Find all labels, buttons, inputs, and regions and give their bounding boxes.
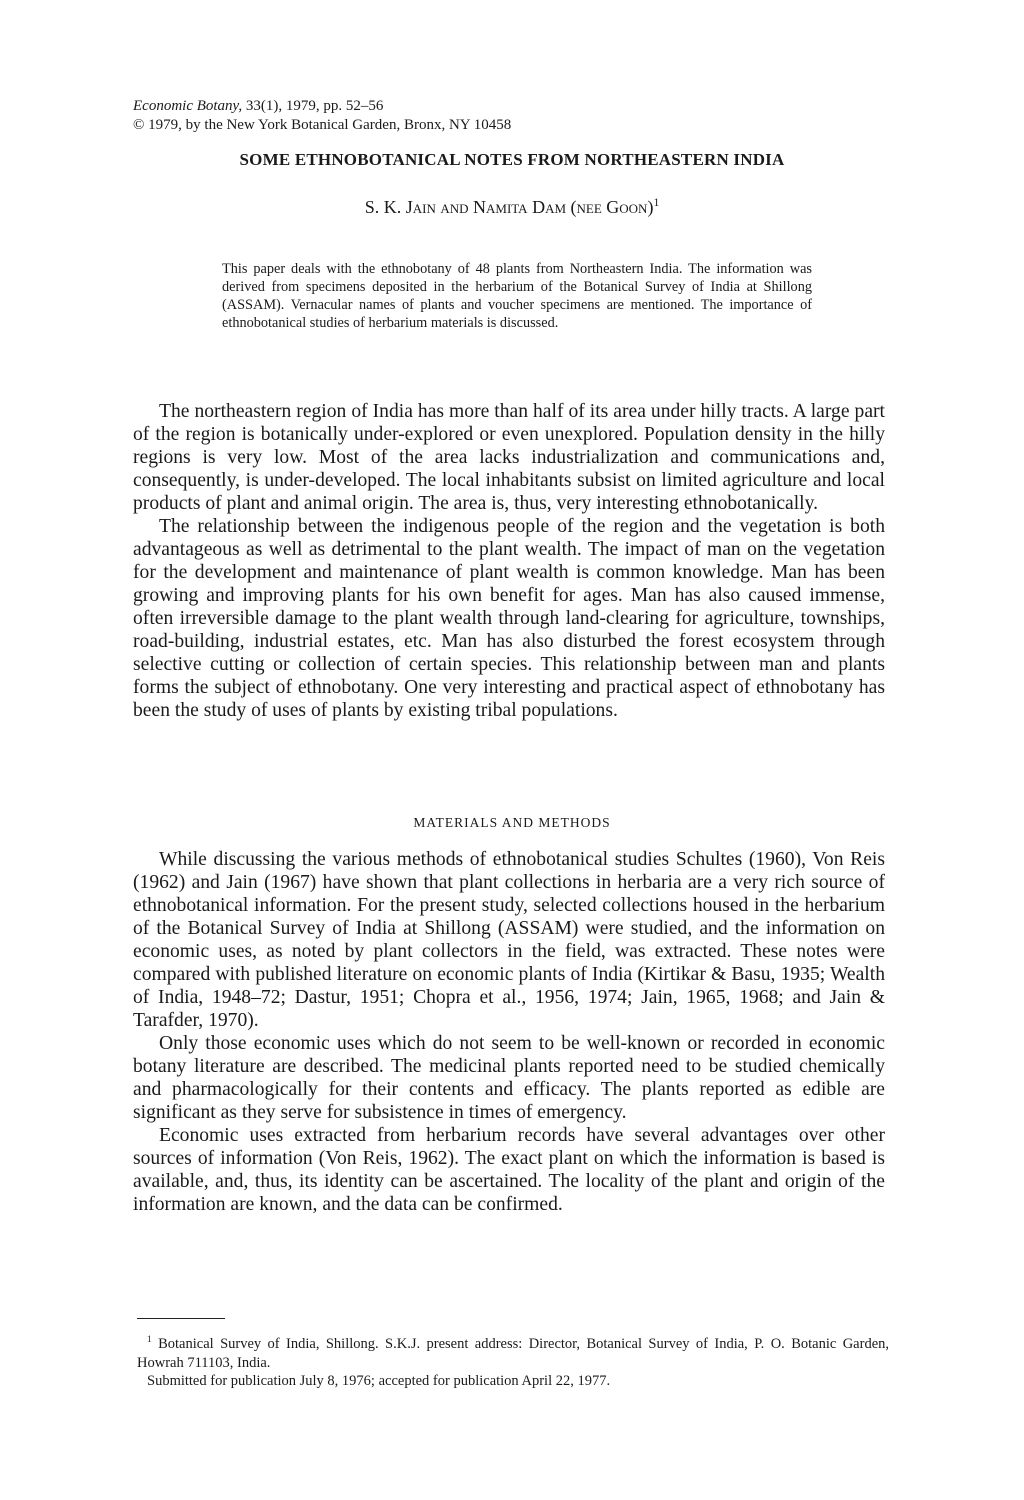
materials-methods-section (133, 848, 885, 1216)
footnote-marker: 1 (147, 1335, 152, 1346)
footnote-affiliation (137, 1335, 889, 1372)
journal-citation (133, 97, 383, 115)
author-names: S. K. Jain and Namita Dam (nee Goon) (364, 197, 654, 217)
intro-paragraph-1: The northeastern region of India has more than half of its area under hilly tracts. A large part of the region is botanically under-explored or even unexplored. Population density in the hilly regions is very low. Most of the area lacks industrialization and communications and, consequently, is under-developed. The local inhabitants subsist on limited agriculture and local products of plant and animal origin. The area is, thus, very interesting ethnobotanically. (133, 401, 885, 514)
copyright-line: © 1979, by the New York Botanical Garden, Bronx, NY 10458 (133, 117, 512, 133)
journal-name: Economic Botany, (133, 98, 243, 114)
intro-paragraph-2: The relationship between the indigenous people of the region and the vegetation is both advantageous as well as detrimental to the plant wealth. The impact of man on the vegetation for the development and maintenance of plant wealth is common knowledge. Man has been growing and improving plants for his own benefit for ages. Man has also caused immense, often irreversible damage to the plant wealth through land-clearing for agriculture, townships, road-building, industrial estates, etc. Man has also disturbed the forest ecosystem through selective cutting or collection of certain species. This relationship between man and plants forms the subject of ethnobotany. One very interesting and practical aspect of ethnobotany has been the study of uses of plants by existing tribal populations. (133, 516, 885, 721)
author-line (133, 197, 891, 218)
author-footnote-marker: 1 (653, 196, 660, 209)
footnotes (137, 1335, 889, 1391)
introduction (133, 400, 885, 722)
submission-dates: Submitted for publication July 8, 1976; accepted for publication April 22, 1977. (147, 1373, 611, 1389)
volume-pages: 33(1), 1979, pp. 52–56 (242, 98, 384, 114)
footnote-affiliation-text: Botanical Survey of India, Shillong. S.K.J. present address: Director, Botanical Survey of India, P. O. Botanic Garden, Howrah 711103, India. (137, 1336, 889, 1371)
methods-paragraph-3: Economic uses extracted from herbarium records have several advantages over other sources of information (Von Reis, 1962). The exact plant on which the information is based is available, and, thus, its identity can be ascertained. The locality of the plant and origin of the information are known, and the data can be confirmed. (133, 1125, 885, 1215)
footnote-divider (137, 1318, 225, 1319)
article-title: SOME ETHNOBOTANICAL NOTES FROM NORTHEASTERN INDIA (239, 150, 785, 169)
methods-paragraph-2: Only those economic uses which do not seem to be well-known or recorded in economic botany literature are described. The medicinal plants reported need to be studied chemically and pharmacologically for their contents and efficacy. The plants reported as edible are significant as they serve for subsistence in times of emergency. (133, 1033, 885, 1123)
methods-paragraph-1: While discussing the various methods of ethnobotanical studies Schultes (1960), Von Reis (1962) and Jain (1967) have shown that plant collections in herbaria are a very rich source of ethnobotanical information. For the present study, selected collections housed in the herbarium of the Botanical Survey of India at Shillong (ASSAM) were studied, and the information on economic uses, as noted by plant collectors in the field, was extracted. These notes were compared with published literature on economic plants of India (Kirtikar & Basu, 1935; Wealth of India, 1948–72; Dastur, 1951; Chopra et al., 1956, 1974; Jain, 1965, 1968; and Jain & Tarafder, 1970). (133, 849, 885, 1031)
section-heading-materials-methods: MATERIALS AND METHODS (413, 815, 611, 830)
abstract: This paper deals with the ethnobotany of 48 plants from Northeastern India. The information was derived from specimens deposited in the herbarium of the Botanical Survey of India at Shillong (ASSAM). Vernacular names of plants and voucher specimens are mentioned. The importance of ethnobotanical studies of herbarium materials is discussed. (222, 261, 812, 331)
